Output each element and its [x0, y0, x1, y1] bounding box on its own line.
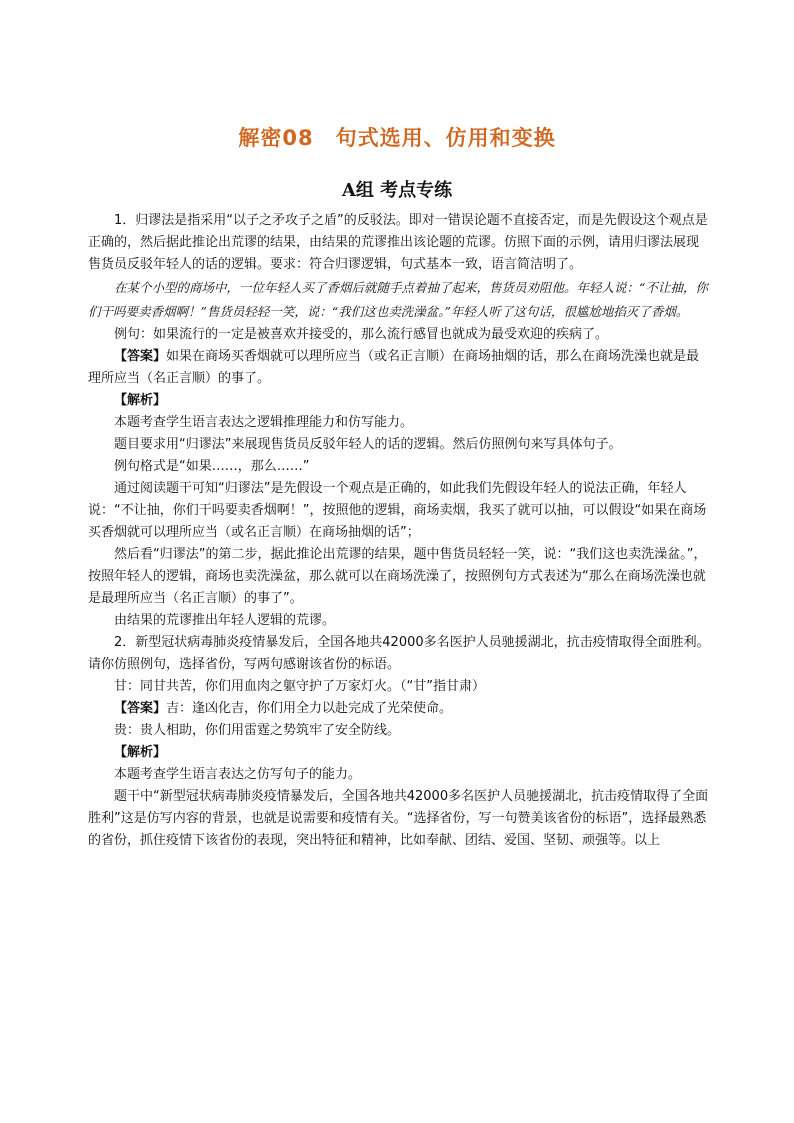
question-1-story: 在某个小型的商场中，一位年轻人买了香烟后就随手点着抽了起来，售货员劝阻他。年轻人说：“不让抽，你们干吗要卖香烟啊！”售货员轻轻一笑，说：“我们这也卖洗澡盆。”年轻人听了这句话，很尴尬地掐灭了香烟。	[88, 280, 708, 319]
question-2-prompt: 2．新型冠状病毒肺炎疫情暴发后，全国各地共42000多名医护人员驰援湖北，抗击疫情取得全面胜利。请你仿照例句，选择省份，写两句感谢该省份的标语。	[88, 635, 710, 672]
analysis-label: 【解析】	[114, 745, 167, 760]
analysis-paragraph: 本题考查学生语言表达之逻辑推理能力和仿写能力。	[114, 415, 414, 430]
question-1-prompt: 1．归谬法是指采用“以子之矛攻子之盾”的反驳法。即对一错误论题不直接否定，而是先假设这个观点是正确的，然后据此推论出荒谬的结果，由结果的荒谬推出该论题的荒谬。仿照下面的示例，请用归谬法展现售货员反驳年轻人的话的逻辑。要求：符合归谬逻辑，句式基本一致，语言简洁明了。	[88, 213, 708, 272]
analysis-paragraph: 题干中“新型冠状病毒肺炎疫情暴发后，全国各地共42000多名医护人员驰援湖北，抗击疫情取得了全面胜利”这是仿写内容的背景，也就是说需要和疫情有关。“选择省份，写一句赞美该省份的标语”，选择最熟悉的省份，抓住疫情下该省份的表现，突出特征和精神，比如奉献、团结、爱国、坚韧、顽强等。以上	[88, 789, 709, 848]
answer-text: 如果在商场买香烟就可以理所应当（或名正言顺）在商场抽烟的话，那么在商场洗澡也就是最理所应当（名正言顺）的事了。	[88, 349, 700, 386]
question-2-answer-2: 贵：贵人相助，你们用雷霆之势筑牢了安全防线。	[114, 723, 401, 738]
document-body	[88, 210, 710, 852]
question-1-example: 例句：如果流行的一定是被喜欢并接受的，那么流行感冒也就成为最受欢迎的疾病了。	[114, 327, 609, 342]
analysis-paragraph: 例句格式是“如果……，那么……”	[114, 459, 310, 474]
analysis-paragraph: 本题考查学生语言表达之仿写句子的能力。	[114, 767, 362, 782]
section-subtitle: A组 考点专练	[341, 180, 453, 201]
analysis-paragraph: 通过阅读题干可知“归谬法”是先假设一个观点是正确的，如此我们先假设年轻人的说法正确，年轻人说：“不让抽，你们干吗要卖香烟啊！”，按照他的逻辑，商场卖烟，我买了就可以抽，可以假设“如果在商场买香烟就可以理所应当（或名正言顺）在商场抽烟的话”；	[88, 481, 707, 540]
answer-label: 【答案】	[114, 701, 167, 716]
analysis-label: 【解析】	[114, 393, 167, 408]
document-title: 解密08 句式选用、仿用和变换	[238, 126, 556, 150]
question-1-analysis-label	[88, 390, 710, 412]
answer-text: 吉：逢凶化吉，你们用全力以赴完成了光荣使命。	[166, 701, 453, 716]
question-2-answer	[88, 698, 710, 720]
analysis-paragraph: 由结果的荒谬推出年轻人逻辑的荒谬。	[114, 613, 336, 628]
question-1-answer	[88, 346, 710, 390]
question-2-example: 甘：同甘共苦，你们用血肉之躯守护了万家灯火。（“甘”指甘肃）	[114, 679, 485, 694]
question-2-analysis-label	[88, 742, 710, 764]
answer-label: 【答案】	[114, 349, 167, 364]
analysis-paragraph: 题目要求用“归谬法”来展现售货员反驳年轻人的话的逻辑。然后仿照例句来写具体句子。	[114, 437, 622, 452]
analysis-paragraph: 然后看“归谬法”的第二步，据此推论出荒谬的结果，题中售货员轻轻一笑，说：“我们这也卖洗澡盆。”，按照年轻人的逻辑，商场也卖洗澡盆，那么就可以在商场洗澡了，按照例句方式表述为“那么在商场洗澡也就是最理所应当（名正言顺）的事了”。	[88, 547, 707, 606]
